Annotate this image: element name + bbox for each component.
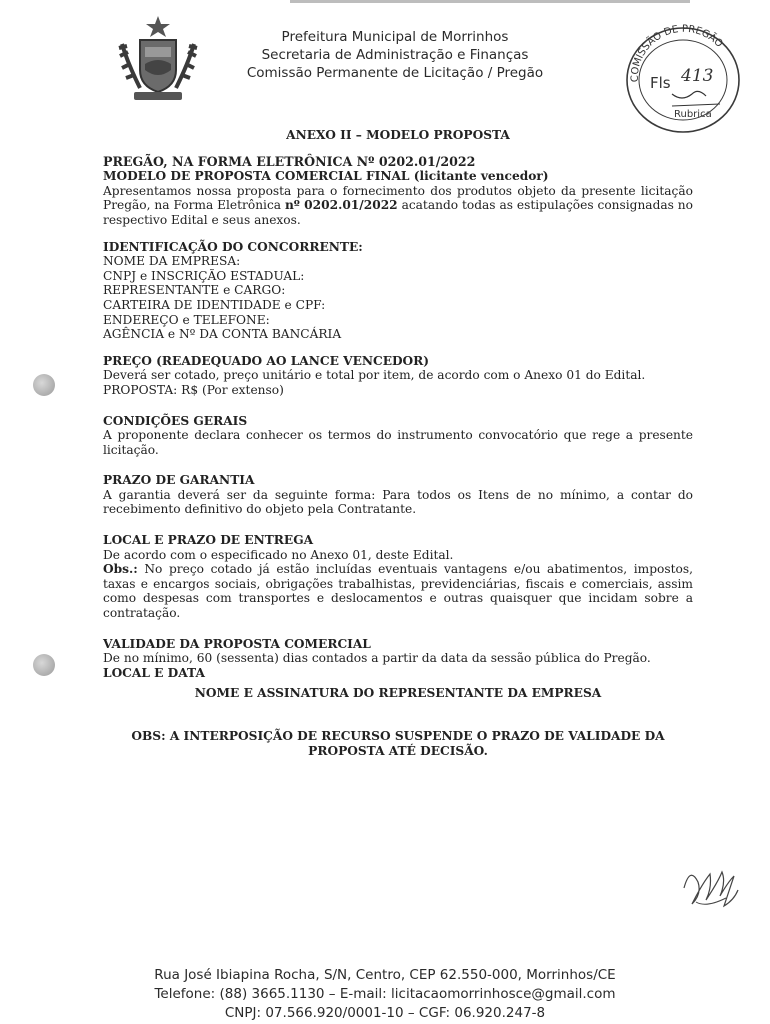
document-body (103, 128, 693, 758)
intro-paragraph (103, 184, 693, 228)
obs-label: Obs.: (103, 562, 138, 577)
municipal-coat-of-arms-icon (112, 14, 204, 106)
identification-heading: IDENTIFICAÇÃO DO CONCORRENTE: (103, 239, 363, 254)
field-company-name: NOME DA EMPRESA: (103, 254, 241, 269)
field-representative: REPRESENTANTE e CARGO: (103, 283, 286, 298)
annex-title: ANEXO II – MODELO PROPOSTA (286, 128, 510, 142)
stamp-arc-text: COMISSÃO DE PREGÃO (629, 24, 725, 83)
stamp-fls-label: Fls (650, 74, 671, 92)
field-cnpj: CNPJ e INSCRIÇÃO ESTADUAL: (103, 268, 305, 283)
field-identity-cpf: CARTEIRA DE IDENTIDADE e CPF: (103, 297, 326, 312)
price-text: Deverá ser cotado, preço unitário e total por item, de acordo com o Anexo 01 do Edital. (103, 368, 646, 383)
footer-registration: CNPJ: 07.566.920/0001-10 – CGF: 06.920.247-8 (224, 1005, 546, 1021)
letterhead-text (215, 28, 575, 82)
delivery-heading: LOCAL E PRAZO DE ENTREGA (103, 533, 314, 548)
intro-text-2: acatando todas as estipulações consignadas no respectivo Edital e seus anexos. (103, 198, 693, 227)
final-observation: OBS: A INTERPOSIÇÃO DE RECURSO SUSPENDE O PRAZO DE VALIDADE DA PROPOSTA ATÉ DECISÃO. (131, 729, 665, 758)
footer-contact: Telefone: (88) 3665.1130 – E-mail: licitacaomorrinhosce@gmail.com (154, 986, 616, 1002)
intro-process-number: nº 0202.01/2022 (284, 198, 398, 213)
binder-hole-bottom (33, 654, 55, 676)
letterhead-footer (0, 966, 770, 1023)
price-proposal: PROPOSTA: R$ (Por extenso) (103, 382, 284, 397)
header-line-1: Prefeitura Municipal de Morrinhos (281, 29, 509, 45)
price-heading: PREÇO (READEQUADO AO LANCE VENCEDOR) (103, 353, 430, 368)
pregao-heading: PREGÃO, NA FORMA ELETRÔNICA Nº 0202.01/2022 (103, 153, 476, 169)
stamp-rubrica-label: Rubrica (674, 109, 712, 120)
intro-text-1: Apresentamos nossa proposta para o fornecimento dos produtos objeto da presente licitação Pregão, na Forma Eletrônica (103, 183, 693, 213)
general-conditions-heading: CONDIÇÕES GERAIS (103, 413, 248, 428)
signature-line: NOME E ASSINATURA DO REPRESENTANTE DA EMPRESA (194, 686, 602, 701)
field-bank-account: AGÊNCIA e Nº DA CONTA BANCÁRIA (103, 327, 342, 342)
binder-hole-top (33, 374, 55, 396)
obs-text: No preço cotado já estão incluídas eventuais vantagens e/ou abatimentos, impostos, taxas e encargos sociais, obrigações trabalhistas, previdenciárias, fiscais e comerciais, assim como despesas com transportes e deslocamentos e outras quaisquer que incidam sobre a contratação. (103, 562, 693, 621)
general-conditions-text: A proponente declara conhecer os termos do instrumento convocatório que rege a presente licitação. (103, 428, 693, 457)
handwritten-signature (676, 858, 742, 918)
warranty-text: A garantia deverá ser da seguinte forma: Para todos os Itens de no mínimo, a contar do recebimento definitivo do objeto pela Contratante. (103, 487, 693, 517)
validity-heading: VALIDADE DA PROPOSTA COMERCIAL (103, 636, 371, 651)
header-line-3: Comissão Permanente de Licitação / Pregão (246, 65, 544, 81)
field-address-phone: ENDEREÇO e TELEFONE: (103, 312, 270, 327)
place-date: LOCAL E DATA (103, 665, 205, 680)
footer-address: Rua José Ibiapina Rocha, S/N, Centro, CEP 62.550-000, Morrinhos/CE (154, 967, 616, 983)
stamp-page-number: 413 (681, 66, 714, 86)
validity-text: De no mínimo, 60 (sessenta) dias contados a partir da data da sessão pública do Pregão. (103, 651, 651, 666)
warranty-heading: PRAZO DE GARANTIA (103, 473, 255, 488)
delivery-text: De acordo com o especificado no Anexo 01, deste Edital. (103, 547, 454, 562)
header-line-2: Secretaria de Administração e Finanças (261, 47, 529, 63)
model-heading: MODELO DE PROPOSTA COMERCIAL FINAL (licitante vencedor) (103, 169, 549, 184)
delivery-obs (103, 562, 693, 620)
